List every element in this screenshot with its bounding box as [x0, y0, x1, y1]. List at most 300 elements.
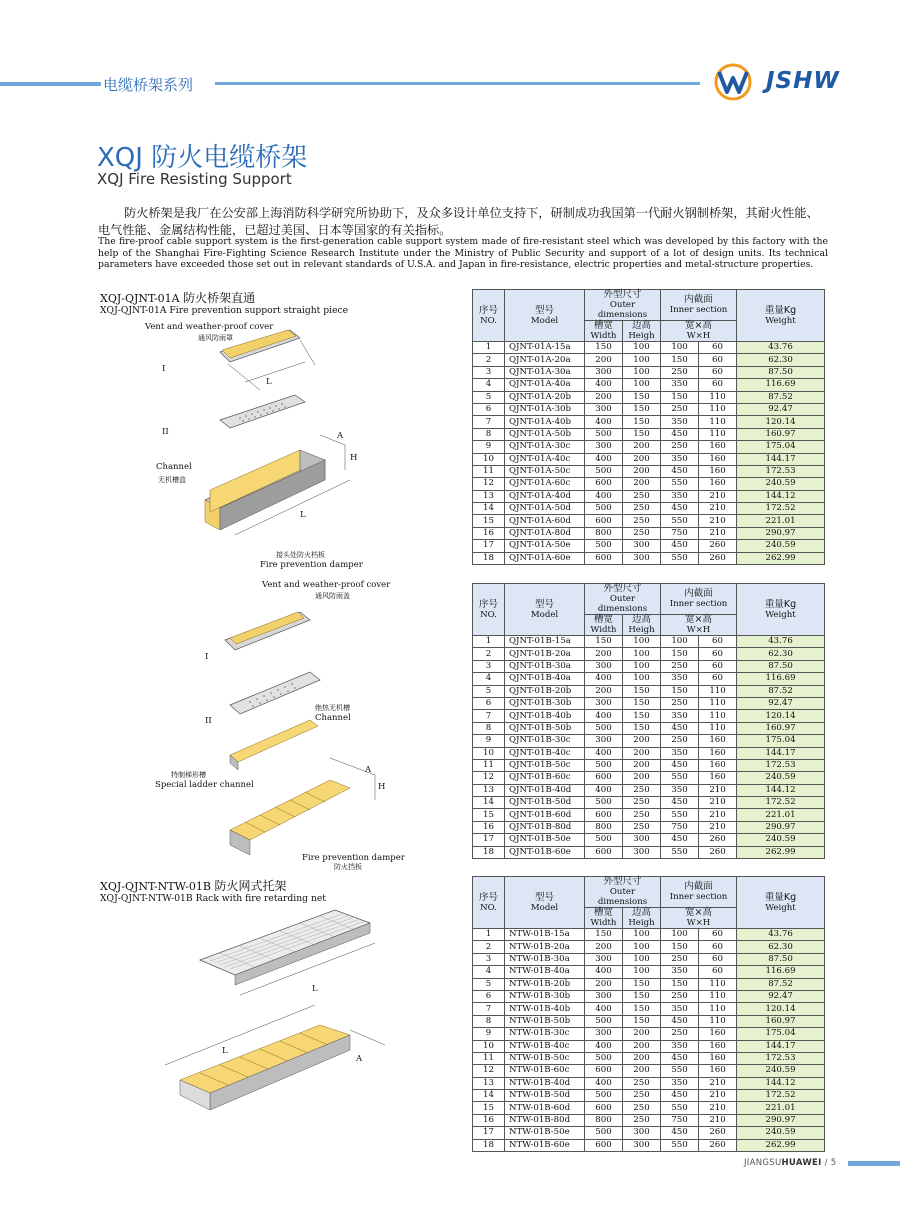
page-title-cn: XQJ 防火电缆桥架: [97, 143, 308, 173]
row-height: 250: [623, 821, 661, 833]
row-inner-height: 160: [699, 478, 737, 490]
row-height: 250: [623, 490, 661, 502]
row-inner-height: 210: [699, 784, 737, 796]
row-height: 100: [623, 648, 661, 660]
row-inner-width: 350: [661, 379, 699, 391]
row-inner-height: 210: [699, 490, 737, 502]
row-weight: 92.47: [737, 697, 825, 709]
row-height: 200: [623, 747, 661, 759]
row-height: 250: [623, 527, 661, 539]
row-weight: 43.76: [737, 929, 825, 941]
row-width: 500: [585, 834, 623, 846]
table-row: [473, 648, 825, 660]
row-inner-height: 210: [699, 1090, 737, 1102]
header-category: 电缆桥架系列: [103, 76, 194, 94]
row-no: 9: [473, 1028, 505, 1040]
row-height: 200: [623, 735, 661, 747]
row-no: 18: [473, 552, 505, 564]
row-height: 150: [623, 697, 661, 709]
row-height: 100: [623, 953, 661, 965]
table-row: [473, 515, 825, 527]
row-height: 150: [623, 710, 661, 722]
row-inner-height: 60: [699, 379, 737, 391]
row-width: 500: [585, 465, 623, 477]
table-row: [473, 1065, 825, 1077]
row-inner-width: 550: [661, 515, 699, 527]
row-no: 5: [473, 391, 505, 403]
row-height: 250: [623, 515, 661, 527]
row-inner-width: 250: [661, 366, 699, 378]
row-width: 400: [585, 710, 623, 722]
spec-table-01b-body: [473, 636, 825, 859]
row-model: QJNT-01B-40d: [505, 784, 585, 796]
table-row: [473, 809, 825, 821]
row-inner-width: 250: [661, 403, 699, 415]
table-row: [473, 1114, 825, 1126]
row-height: 150: [623, 685, 661, 697]
row-model: QJNT-01B-50d: [505, 797, 585, 809]
table-row: [473, 416, 825, 428]
row-model: NTW-01B-60e: [505, 1139, 585, 1151]
row-width: 500: [585, 428, 623, 440]
spec-table-ntw: [472, 876, 825, 1152]
row-no: 8: [473, 722, 505, 734]
row-inner-height: 160: [699, 1052, 737, 1064]
row-inner-width: 750: [661, 1114, 699, 1126]
row-height: 250: [623, 503, 661, 515]
section1-subtitle: XQJ-QJNT-01A Fire prevention support straight piece: [100, 305, 349, 316]
spec-table-01a: [472, 289, 825, 565]
row-width: 500: [585, 1127, 623, 1139]
row-no: 15: [473, 1102, 505, 1114]
row-inner-height: 160: [699, 1065, 737, 1077]
row-no: 6: [473, 403, 505, 415]
s1-roman-1: I: [162, 364, 166, 374]
row-inner-width: 450: [661, 834, 699, 846]
row-width: 500: [585, 759, 623, 771]
row-inner-height: 60: [699, 354, 737, 366]
row-no: 15: [473, 809, 505, 821]
th-height: 边高 Heigh: [623, 321, 661, 342]
row-model: QJNT-01B-30a: [505, 660, 585, 672]
row-inner-height: 110: [699, 990, 737, 1002]
row-no: 1: [473, 636, 505, 648]
row-width: 300: [585, 697, 623, 709]
th-inner: 内截面 Inner section: [661, 584, 737, 615]
row-width: 500: [585, 1015, 623, 1027]
row-weight: 144.17: [737, 1040, 825, 1052]
th-outer: 外型尺寸 Outer dimensions: [585, 877, 661, 908]
footer-brand-bold: HUAWEI: [781, 1158, 822, 1168]
th-height: 边高 Heigh: [623, 908, 661, 929]
row-weight: 240.59: [737, 1065, 825, 1077]
section3-title: [100, 877, 286, 894]
row-width: 600: [585, 1102, 623, 1114]
row-width: 600: [585, 478, 623, 490]
straight-piece-illustration: [150, 320, 380, 570]
table-row: [473, 747, 825, 759]
row-height: 150: [623, 722, 661, 734]
row-model: QJNT-01A-30c: [505, 441, 585, 453]
row-weight: 262.99: [737, 1139, 825, 1151]
table-row: [473, 722, 825, 734]
row-height: 100: [623, 673, 661, 685]
row-weight: 116.69: [737, 379, 825, 391]
row-no: 9: [473, 735, 505, 747]
row-weight: 144.17: [737, 747, 825, 759]
row-no: 12: [473, 772, 505, 784]
row-weight: 62.30: [737, 648, 825, 660]
row-no: 14: [473, 1090, 505, 1102]
row-model: NTW-01B-30b: [505, 990, 585, 1002]
row-model: NTW-01B-30a: [505, 953, 585, 965]
row-inner-height: 60: [699, 673, 737, 685]
row-inner-height: 110: [699, 403, 737, 415]
row-no: 10: [473, 1040, 505, 1052]
footer-rule: [848, 1161, 900, 1166]
table-row: [473, 1015, 825, 1027]
table-row: [473, 1090, 825, 1102]
row-inner-height: 260: [699, 1127, 737, 1139]
row-height: 300: [623, 1127, 661, 1139]
s2-roman-1: I: [205, 652, 209, 662]
row-inner-height: 60: [699, 966, 737, 978]
page-number: / 5: [824, 1158, 837, 1168]
table-row: [473, 990, 825, 1002]
row-inner-width: 450: [661, 503, 699, 515]
row-inner-height: 210: [699, 503, 737, 515]
row-model: QJNT-01A-60d: [505, 515, 585, 527]
row-no: 7: [473, 710, 505, 722]
row-model: QJNT-01B-40a: [505, 673, 585, 685]
table-row: [473, 685, 825, 697]
row-weight: 87.52: [737, 685, 825, 697]
row-inner-width: 450: [661, 1127, 699, 1139]
row-weight: 221.01: [737, 809, 825, 821]
row-model: NTW-01B-20a: [505, 941, 585, 953]
row-model: QJNT-01B-50c: [505, 759, 585, 771]
row-model: QJNT-01A-40c: [505, 453, 585, 465]
row-inner-width: 350: [661, 416, 699, 428]
row-weight: 43.76: [737, 636, 825, 648]
row-height: 100: [623, 941, 661, 953]
row-no: 18: [473, 846, 505, 858]
row-width: 400: [585, 490, 623, 502]
row-width: 400: [585, 453, 623, 465]
row-width: 300: [585, 735, 623, 747]
row-weight: 240.59: [737, 478, 825, 490]
row-inner-width: 450: [661, 428, 699, 440]
row-height: 150: [623, 978, 661, 990]
row-inner-height: 110: [699, 416, 737, 428]
s2-damper-label-cn: 防火挡板: [334, 863, 362, 871]
row-height: 100: [623, 636, 661, 648]
table-row: [473, 503, 825, 515]
table-row: [473, 846, 825, 858]
row-inner-height: 160: [699, 441, 737, 453]
row-model: NTW-01B-15a: [505, 929, 585, 941]
row-inner-width: 450: [661, 759, 699, 771]
row-weight: 290.97: [737, 527, 825, 539]
s2-ladder-label-en: Special ladder channel: [155, 780, 254, 790]
row-weight: 262.99: [737, 846, 825, 858]
row-height: 300: [623, 540, 661, 552]
row-model: NTW-01B-30c: [505, 1028, 585, 1040]
row-weight: 144.17: [737, 453, 825, 465]
row-inner-width: 450: [661, 797, 699, 809]
row-weight: 290.97: [737, 1114, 825, 1126]
row-height: 250: [623, 809, 661, 821]
header-rule-left: [0, 82, 101, 86]
th-outer: 外型尺寸 Outer dimensions: [585, 290, 661, 321]
row-inner-width: 150: [661, 978, 699, 990]
s1-channel-label-en: Channel: [156, 462, 192, 472]
row-weight: 172.52: [737, 1090, 825, 1102]
row-model: QJNT-01B-30b: [505, 697, 585, 709]
row-inner-width: 450: [661, 1015, 699, 1027]
s2-dim-h: H: [378, 782, 386, 792]
row-no: 12: [473, 478, 505, 490]
row-weight: 172.53: [737, 465, 825, 477]
row-model: QJNT-01A-50d: [505, 503, 585, 515]
row-weight: 160.97: [737, 722, 825, 734]
row-width: 150: [585, 636, 623, 648]
row-no: 7: [473, 1003, 505, 1015]
row-no: 8: [473, 1015, 505, 1027]
section1-title-cn: 防火桥架直通: [183, 291, 256, 305]
row-no: 3: [473, 366, 505, 378]
row-inner-width: 250: [661, 697, 699, 709]
row-weight: 87.50: [737, 366, 825, 378]
row-weight: 87.50: [737, 660, 825, 672]
row-width: 300: [585, 990, 623, 1002]
row-weight: 240.59: [737, 772, 825, 784]
row-inner-height: 160: [699, 759, 737, 771]
row-no: 5: [473, 685, 505, 697]
row-width: 500: [585, 1090, 623, 1102]
row-model: QJNT-01A-50b: [505, 428, 585, 440]
row-width: 400: [585, 1077, 623, 1089]
table-row: [473, 1040, 825, 1052]
row-inner-height: 260: [699, 540, 737, 552]
table-row: [473, 453, 825, 465]
row-model: NTW-01B-50b: [505, 1015, 585, 1027]
row-height: 100: [623, 342, 661, 354]
row-no: 17: [473, 1127, 505, 1139]
row-model: QJNT-01B-30c: [505, 735, 585, 747]
row-model: QJNT-01B-60e: [505, 846, 585, 858]
table-row: [473, 366, 825, 378]
row-model: QJNT-01A-80d: [505, 527, 585, 539]
s2-channel-label-en: Channel: [315, 713, 351, 723]
row-weight: 87.52: [737, 978, 825, 990]
logo-text: JSHW: [766, 68, 840, 94]
row-width: 800: [585, 527, 623, 539]
row-width: 300: [585, 441, 623, 453]
row-width: 400: [585, 673, 623, 685]
section1-code: XQJ-QJNT-01A: [100, 292, 180, 305]
row-weight: 221.01: [737, 1102, 825, 1114]
row-width: 500: [585, 722, 623, 734]
row-width: 500: [585, 503, 623, 515]
s2-roman-2: II: [205, 716, 212, 726]
row-height: 300: [623, 846, 661, 858]
table-row: [473, 441, 825, 453]
row-height: 250: [623, 784, 661, 796]
row-inner-width: 150: [661, 354, 699, 366]
row-width: 200: [585, 685, 623, 697]
row-height: 150: [623, 428, 661, 440]
row-no: 16: [473, 1114, 505, 1126]
row-no: 13: [473, 784, 505, 796]
row-width: 600: [585, 809, 623, 821]
row-width: 400: [585, 416, 623, 428]
row-weight: 116.69: [737, 673, 825, 685]
row-width: 400: [585, 784, 623, 796]
table-row: [473, 953, 825, 965]
row-model: QJNT-01A-40d: [505, 490, 585, 502]
row-height: 150: [623, 1015, 661, 1027]
row-width: 200: [585, 391, 623, 403]
table-row: [473, 660, 825, 672]
row-inner-height: 110: [699, 710, 737, 722]
row-inner-width: 550: [661, 478, 699, 490]
row-weight: 240.59: [737, 1127, 825, 1139]
th-weight: 重量Kg Weight: [737, 584, 825, 636]
row-weight: 172.53: [737, 1052, 825, 1064]
row-no: 2: [473, 941, 505, 953]
table-row: [473, 1003, 825, 1015]
row-no: 8: [473, 428, 505, 440]
table-row: [473, 636, 825, 648]
row-width: 150: [585, 929, 623, 941]
row-inner-height: 60: [699, 366, 737, 378]
row-no: 10: [473, 453, 505, 465]
table-row: [473, 710, 825, 722]
table-row: [473, 342, 825, 354]
row-inner-width: 350: [661, 490, 699, 502]
row-inner-height: 210: [699, 1102, 737, 1114]
row-inner-height: 210: [699, 797, 737, 809]
row-inner-height: 210: [699, 527, 737, 539]
footer-brand-light: JIANGSU: [744, 1158, 782, 1168]
row-weight: 262.99: [737, 552, 825, 564]
table-row: [473, 1102, 825, 1114]
row-no: 5: [473, 978, 505, 990]
row-width: 600: [585, 846, 623, 858]
row-inner-width: 450: [661, 1090, 699, 1102]
th-inner: 内截面 Inner section: [661, 877, 737, 908]
row-height: 200: [623, 1028, 661, 1040]
row-no: 16: [473, 821, 505, 833]
table-row: [473, 540, 825, 552]
row-inner-height: 110: [699, 685, 737, 697]
row-model: NTW-01B-50e: [505, 1127, 585, 1139]
row-model: QJNT-01A-60e: [505, 552, 585, 564]
s2-cover-label-cn: 通风防雨盖: [315, 592, 350, 600]
row-weight: 160.97: [737, 428, 825, 440]
row-inner-height: 210: [699, 1114, 737, 1126]
row-width: 400: [585, 966, 623, 978]
th-width: 槽宽 Width: [585, 321, 623, 342]
row-inner-width: 550: [661, 1139, 699, 1151]
spec-table-01a-body: [473, 342, 825, 565]
th-model: 型号 Model: [505, 584, 585, 636]
row-height: 200: [623, 1052, 661, 1064]
row-no: 10: [473, 747, 505, 759]
row-weight: 144.12: [737, 1077, 825, 1089]
row-weight: 240.59: [737, 540, 825, 552]
table-row: [473, 1077, 825, 1089]
row-inner-width: 750: [661, 527, 699, 539]
row-no: 2: [473, 354, 505, 366]
section3-subtitle: XQJ-QJNT-NTW-01B Rack with fire retarding net: [100, 893, 326, 904]
row-inner-height: 160: [699, 465, 737, 477]
th-outer: 外型尺寸 Outer dimensions: [585, 584, 661, 615]
row-inner-width: 350: [661, 966, 699, 978]
row-height: 200: [623, 1065, 661, 1077]
table-row: [473, 941, 825, 953]
row-height: 250: [623, 797, 661, 809]
row-inner-width: 750: [661, 821, 699, 833]
row-no: 3: [473, 660, 505, 672]
row-inner-height: 110: [699, 697, 737, 709]
table-row: [473, 354, 825, 366]
s1-cover-label-en: Vent and weather-proof cover: [145, 322, 274, 332]
row-model: NTW-01B-80d: [505, 1114, 585, 1126]
row-width: 200: [585, 648, 623, 660]
row-height: 150: [623, 1003, 661, 1015]
row-model: QJNT-01A-40b: [505, 416, 585, 428]
row-width: 300: [585, 660, 623, 672]
row-height: 100: [623, 929, 661, 941]
intro-paragraph-en: The fire-proof cable support system is the first-generation cable support system made of fire-resistant steel which was developed by this factory with the help of the Shanghai Fire-Fighting Science Research Institute under the Ministry of Public Security and support of a lot of design units. Its technical parameters have exceeded those set out in relevant standards of U.S.A. and Japan in fire-resistance, electric properties and metal-structure properties.: [98, 236, 828, 270]
row-weight: 92.47: [737, 990, 825, 1002]
row-inner-height: 160: [699, 453, 737, 465]
row-weight: 120.14: [737, 416, 825, 428]
row-model: QJNT-01B-20b: [505, 685, 585, 697]
row-weight: 87.50: [737, 953, 825, 965]
table-row: [473, 379, 825, 391]
table-row: [473, 929, 825, 941]
row-inner-height: 60: [699, 929, 737, 941]
table-row: [473, 391, 825, 403]
th-inner-sub: 宽×高 W×H: [661, 908, 737, 929]
row-weight: 175.04: [737, 735, 825, 747]
row-model: QJNT-01B-80d: [505, 821, 585, 833]
spec-table-ntw-body: [473, 929, 825, 1152]
table-row: [473, 673, 825, 685]
row-inner-width: 250: [661, 953, 699, 965]
row-inner-height: 210: [699, 821, 737, 833]
row-weight: 175.04: [737, 441, 825, 453]
row-width: 500: [585, 797, 623, 809]
th-inner-sub: 宽×高 W×H: [661, 615, 737, 636]
row-inner-width: 150: [661, 941, 699, 953]
row-inner-width: 100: [661, 929, 699, 941]
row-no: 9: [473, 441, 505, 453]
row-model: QJNT-01A-15a: [505, 342, 585, 354]
row-inner-height: 160: [699, 747, 737, 759]
table-row: [473, 527, 825, 539]
page-title-en: XQJ Fire Resisting Support: [97, 170, 292, 188]
th-no: 序号 NO.: [473, 584, 505, 636]
row-height: 300: [623, 552, 661, 564]
row-inner-width: 150: [661, 391, 699, 403]
table-row: [473, 403, 825, 415]
row-weight: 87.52: [737, 391, 825, 403]
row-height: 200: [623, 1040, 661, 1052]
